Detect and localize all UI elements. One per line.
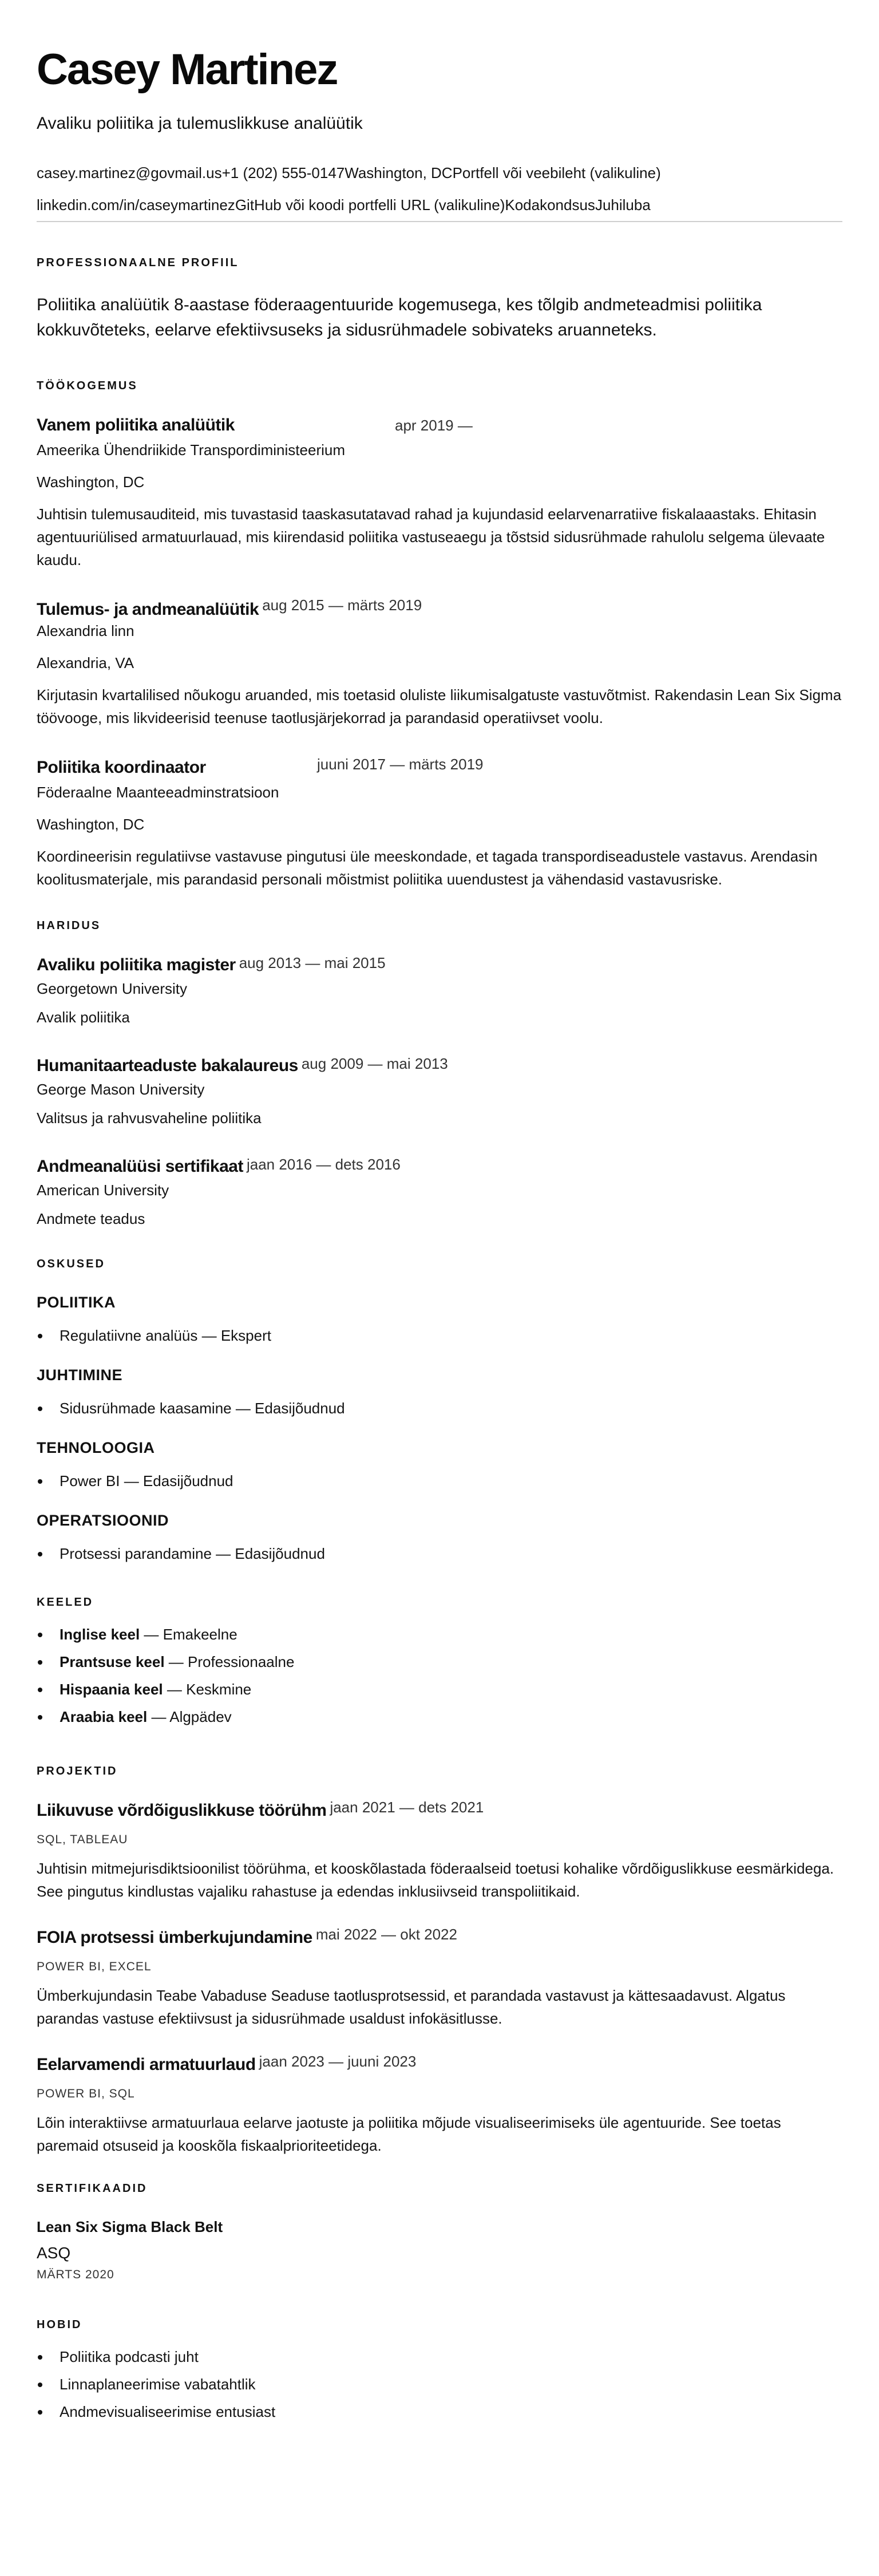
job-dates: juuni 2017 — märts 2019 — [317, 756, 484, 773]
language-item — [37, 1648, 842, 1676]
degree-dates: jaan 2016 — dets 2016 — [246, 1156, 401, 1173]
education-entry — [37, 1157, 842, 1229]
skill-list — [37, 1394, 842, 1422]
project-tech: POWER BI, SQL — [37, 2087, 135, 2100]
section-title-education: HARIDUS — [37, 919, 101, 932]
language-level: — Emakeelne — [140, 1626, 237, 1643]
certifications-section — [37, 2182, 842, 2282]
entry-header — [37, 955, 842, 975]
language-name: Prantsuse keel — [60, 1653, 165, 1670]
education-section — [37, 919, 842, 1229]
project-entry — [37, 1928, 842, 2030]
degree-dates: aug 2009 — mai 2013 — [301, 1055, 448, 1072]
entry-header — [37, 1928, 842, 1947]
citizenship-text: Kodakondsus — [505, 196, 595, 214]
school-name: American University — [37, 1182, 169, 1199]
language-name: Araabia keel — [60, 1708, 148, 1725]
skill-list — [37, 1467, 842, 1495]
job-location: Washington, DC — [37, 473, 145, 491]
section-title-profile: PROFESSIONAALNE PROFIIL — [37, 256, 239, 269]
hobbies-section — [37, 2318, 842, 2425]
section-title-languages: KEELED — [37, 1596, 94, 1609]
project-name: Liikuvuse võrdõiguslikkuse töörühm — [37, 1801, 327, 1820]
contact-line-1 — [37, 157, 842, 189]
job-organization: Föderaalne Maanteeadminstratsioon — [37, 784, 279, 801]
candidate-name: Casey Martinez — [37, 45, 338, 94]
job-description: Kirjutasin kvartalilised nõukogu aruanded, mis toetasid oluliste liikumisalgatuste vastuvõtmist. Rakendasin Lean Six Sigma töövooge, mis likvideerisid teenuse taotlusjärjekorrad ja parandasid operatiivset voolu. — [37, 686, 842, 726]
skill-category: JUHTIMINE — [37, 1366, 123, 1384]
school-name: Georgetown University — [37, 980, 187, 997]
job-title: Vanem poliitika analüütik — [37, 416, 235, 434]
section-title-skills: OSKUSED — [37, 1258, 105, 1270]
contact-block — [37, 157, 842, 221]
projects-section — [37, 1765, 842, 2157]
degree-title: Humanitaarteaduste bakalaureus — [37, 1056, 298, 1075]
job-organization: Alexandria linn — [37, 622, 134, 639]
languages-section — [37, 1596, 842, 1730]
resume-header — [37, 45, 842, 222]
language-name: Hispaania keel — [60, 1681, 163, 1698]
project-tech: SQL, TABLEAU — [37, 1833, 128, 1846]
skill-item: Protsessi parandamine — Edasijõudnud — [37, 1540, 842, 1567]
job-title: Poliitika koordinaator — [37, 758, 206, 777]
skills-section — [37, 1258, 842, 1567]
project-name: Eelarvamendi armatuurlaud — [37, 2055, 256, 2074]
skill-category: POLIITIKA — [37, 1294, 116, 1311]
candidate-headline: Avaliku poliitika ja tulemuslikkuse analüütik — [37, 114, 363, 133]
language-name: Inglise keel — [60, 1626, 140, 1643]
school-name: George Mason University — [37, 1081, 205, 1098]
project-entry — [37, 1801, 842, 1903]
contact-line-2 — [37, 189, 842, 221]
project-description: Ümberkujundasin Teabe Vabaduse Seaduse taotlusprotsessid, et parandada vastavust ja kättesaadavust. Algatus parandas vastuse efektiivsust ja sidusrühmade usaldust infokäsitlusse. — [37, 1987, 786, 2027]
language-item — [37, 1676, 842, 1703]
project-dates: jaan 2021 — dets 2021 — [330, 1799, 484, 1816]
language-list — [37, 1621, 842, 1730]
skill-group — [37, 1439, 842, 1495]
project-description: Lõin interaktiivse armatuurlaua eelarve jaotuste ja poliitika mõjude visualiseerimiseks üle agentuuride. See toetas paremaid otsuseid ja kooskõla fiskaalprioriteetidega. — [37, 2114, 781, 2154]
entry-header — [37, 1056, 842, 1076]
experience-entry — [37, 758, 842, 891]
experience-entry — [37, 416, 842, 571]
section-title-projects: PROJEKTID — [37, 1765, 118, 1777]
profile-summary: Poliitika analüütik 8-aastase föderaagentuuride kogemusega, kes tõlgib andmeteadmisi poliitika kokkuvõteteks, eelarve efektiivsuseks ja sidusrühmadele sobivateks aruanneteks. — [37, 295, 762, 339]
project-dates: jaan 2023 — juuni 2023 — [259, 2053, 417, 2070]
hobby-list — [37, 2343, 842, 2425]
header-divider — [37, 221, 842, 222]
skill-group — [37, 1294, 842, 1349]
entry-header — [37, 758, 842, 781]
education-entry — [37, 1056, 842, 1128]
experience-section — [37, 380, 842, 891]
language-level: — Professionaalne — [164, 1653, 295, 1670]
field-of-study: Andmete teadus — [37, 1210, 145, 1227]
hobby-item: Linnaplaneerimise vabatahtlik — [37, 2370, 842, 2398]
experience-entry — [37, 596, 842, 729]
project-name: FOIA protsessi ümberkujundamine — [37, 1928, 312, 1947]
certification-entry — [37, 2218, 842, 2282]
skill-category: TEHNOLOOGIA — [37, 1439, 155, 1456]
skill-category: OPERATSIOONID — [37, 1512, 169, 1529]
job-location: Washington, DC — [37, 816, 145, 833]
language-level: — Keskmine — [163, 1681, 252, 1698]
section-title-hobbies: HOBID — [37, 2318, 82, 2331]
job-title: Tulemus- ja andmeanalüütik — [37, 600, 259, 619]
degree-dates: aug 2013 — mai 2015 — [239, 954, 386, 971]
linkedin-link[interactable]: linkedin.com/in/caseymartinez — [37, 196, 235, 214]
section-title-certifications: SERTIFIKAADID — [37, 2182, 148, 2195]
skill-item: Regulatiivne analüüs — Ekspert — [37, 1322, 842, 1349]
skill-list — [37, 1540, 842, 1567]
certification-name: Lean Six Sigma Black Belt — [37, 2218, 223, 2235]
drivers-license-text: Juhiluba — [595, 196, 651, 214]
job-description: Koordineerisin regulatiivse vastavuse pingutusi üle meeskondade, et tagada transpordiseadustele vastavus. Arendasin koolitusmaterjale, mis parandasid personali mõistmist poliitika uuendustest ja vähendasid vastavusriske. — [37, 848, 818, 888]
entry-header — [37, 416, 842, 438]
email-link[interactable]: casey.martinez@govmail.us — [37, 164, 222, 181]
skill-list — [37, 1322, 842, 1349]
certification-date: MÄRTS 2020 — [37, 2268, 114, 2281]
portfolio-link[interactable]: Portfell või veebileht (valikuline) — [452, 164, 661, 181]
degree-title: Avaliku poliitika magister — [37, 955, 236, 974]
entry-header — [37, 596, 842, 619]
language-item — [37, 1621, 842, 1648]
section-title-experience: TÖÖKOGEMUS — [37, 380, 138, 392]
job-dates: aug 2015 — märts 2019 — [262, 596, 422, 614]
job-description: Juhtisin tulemusauditeid, mis tuvastasid taaskasutatavad rahad ja kujundasid eelarvenarratiive fiskalaaastaks. Ehitasin agentuuriülised armatuurlauad, mis kiirendasid poliitika vastuseaegu ja tõstsid sidusrühmade rahulolu selgema ülevaate kaudu. — [37, 505, 825, 568]
project-description: Juhtisin mitmejurisdiktsioonilist töörühma, et kooskõlastada föderaalseid toetusi kohalike võrdõiguslikkuse eesmärkidega. See pingutus kindlustas vajaliku rahastuse ja edendas inklusiivseid transpoliitikaid. — [37, 1860, 834, 1900]
job-dates: apr 2019 — — [395, 417, 473, 434]
hobby-item: Andmevisualiseerimise entusiast — [37, 2398, 842, 2425]
language-item — [37, 1703, 842, 1730]
project-dates: mai 2022 — okt 2022 — [315, 1926, 457, 1943]
location-text: Washington, DC — [345, 164, 453, 181]
job-location: Alexandria, VA — [37, 654, 134, 671]
language-level: — Algpädev — [147, 1708, 232, 1725]
github-link[interactable]: GitHub või koodi portfelli URL (valikuline) — [235, 196, 505, 214]
education-entry — [37, 955, 842, 1028]
project-entry — [37, 2055, 842, 2157]
phone-link[interactable]: +1 (202) 555-0147 — [221, 164, 345, 181]
skill-item: Power BI — Edasijõudnud — [37, 1467, 842, 1495]
skill-group — [37, 1512, 842, 1567]
skill-group — [37, 1366, 842, 1422]
field-of-study: Avalik poliitika — [37, 1009, 130, 1026]
profile-section — [37, 256, 842, 343]
job-organization: Ameerika Ühendriikide Transpordiministeerium — [37, 441, 345, 459]
skill-item: Sidusrühmade kaasamine — Edasijõudnud — [37, 1394, 842, 1422]
entry-header — [37, 1801, 842, 1820]
degree-title: Andmeanalüüsi sertifikaat — [37, 1157, 243, 1176]
entry-header — [37, 1157, 842, 1176]
hobby-item: Poliitika podcasti juht — [37, 2343, 842, 2370]
project-tech: POWER BI, EXCEL — [37, 1960, 152, 1973]
entry-header — [37, 2055, 842, 2075]
certification-issuer: ASQ — [37, 2244, 71, 2262]
field-of-study: Valitsus ja rahvusvaheline poliitika — [37, 1109, 262, 1127]
